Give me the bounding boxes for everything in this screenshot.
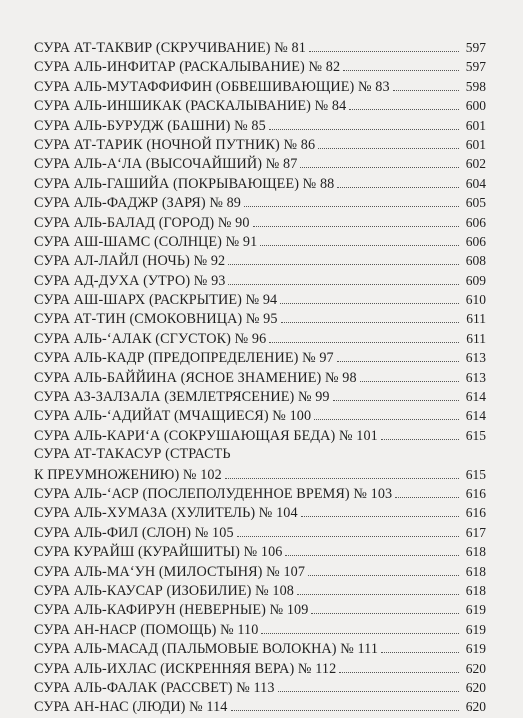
- toc-entry-title: СУРА АЛЬ-ГАШИЙА (ПОКРЫВАЮЩЕЕ) № 88: [34, 175, 335, 192]
- dot-leader: [349, 108, 459, 110]
- toc-entry-page-number: 601: [465, 136, 486, 152]
- toc-entry-title: СУРА АЛЬ-ФАДЖР (ЗАРЯ) № 89: [34, 195, 241, 212]
- dot-leader: [225, 477, 459, 479]
- toc-entry: [34, 697, 486, 716]
- dot-leader: [285, 554, 459, 556]
- toc-entry-page-number: 618: [465, 544, 486, 560]
- toc-entry-title: СУРА АЛЬ-ФИЛ (СЛОН) № 105: [34, 524, 234, 541]
- dot-leader: [333, 399, 459, 401]
- toc-entry-title: К ПРЕУМНОЖЕНИЮ) № 102: [34, 466, 222, 483]
- toc-entry-page-number: 597: [465, 59, 486, 75]
- dot-leader: [237, 535, 459, 537]
- toc-entry-page-number: 615: [465, 466, 486, 482]
- dot-leader: [280, 302, 459, 304]
- toc-entry-title: СУРА АТ-ТАКВИР (СКРУЧИВАНИЕ) № 81: [34, 40, 306, 56]
- toc-entry: [34, 542, 486, 561]
- toc-entry: [34, 57, 486, 76]
- toc-entry-page-number: 613: [465, 350, 486, 366]
- toc-entry-title: СУРА АН-НАС (ЛЮДИ) № 114: [34, 699, 228, 716]
- toc-entry-title: СУРА АЛЬ-КАФИРУН (НЕВЕРНЫЕ) № 109: [34, 602, 309, 619]
- toc-entry-title: СУРА АЛЬ-А‘ЛА (ВЫСОЧАЙШИЙ) № 87: [34, 156, 298, 173]
- toc-entry-page-number: 611: [466, 311, 486, 327]
- dot-leader: [337, 360, 459, 362]
- toc-entry-title: СУРА АШ-ШАРХ (РАСКРЫТИЕ) № 94: [34, 292, 278, 309]
- toc-entry: [34, 465, 486, 484]
- toc-entry-title: СУРА АЛЬ-КАДР (ПРЕДОПРЕДЕЛЕНИЕ) № 97: [34, 350, 334, 367]
- toc-entry: [34, 581, 486, 600]
- toc-entry-page-number: 598: [465, 78, 486, 94]
- toc-entry-title: СУРА АЛЬ-МУТАФФИФИН (ОБВЕШИВАЮЩИЕ) № 83: [34, 78, 390, 95]
- toc-entry-page-number: 619: [465, 641, 486, 657]
- toc-entry: [34, 232, 486, 251]
- toc-entry: [34, 116, 486, 135]
- toc-entry-page-number: 618: [465, 582, 486, 598]
- toc-entry-page-number: 608: [465, 253, 486, 269]
- table-of-contents: [34, 38, 486, 717]
- toc-entry-page-number: 616: [465, 485, 486, 501]
- toc-entry-title: СУРА АЛЬ-БАЛАД (ГОРОД) № 90: [34, 214, 250, 231]
- toc-entry: [34, 426, 486, 445]
- dot-leader: [308, 574, 459, 576]
- toc-entry-title: СУРА АЛЬ-ХУМАЗА (ХУЛИТЕЛЬ) № 104: [34, 505, 298, 522]
- toc-entry-page-number: 613: [465, 369, 486, 385]
- toc-entry-page-number: 619: [465, 621, 486, 637]
- dot-leader: [311, 612, 459, 614]
- dot-leader: [231, 709, 460, 711]
- toc-entry-page-number: 614: [465, 408, 486, 424]
- toc-entry: [34, 271, 486, 290]
- toc-entry: [34, 523, 486, 542]
- toc-entry: [34, 135, 486, 154]
- bleed-through-text: [270, 648, 500, 693]
- toc-entry-page-number: 620: [465, 679, 486, 695]
- toc-entry: [34, 154, 486, 173]
- dot-leader: [228, 283, 459, 285]
- toc-entry-title: СУРА АЗ-ЗАЛЗАЛА (ЗЕМЛЕТРЯСЕНИЕ) № 99: [34, 389, 330, 406]
- toc-entry-page-number: 620: [465, 699, 486, 715]
- dot-leader: [393, 89, 459, 91]
- toc-entry: [34, 38, 486, 57]
- dot-leader: [244, 205, 459, 207]
- toc-entry-title: СУРА АЛЬ-БАЙЙИНА (ЯСНОЕ ЗНАМЕНИЕ) № 98: [34, 369, 357, 386]
- toc-entry: [34, 193, 486, 212]
- dot-leader: [318, 147, 459, 149]
- dot-leader: [301, 515, 459, 517]
- toc-entry-page-number: 618: [465, 563, 486, 579]
- toc-entry: [34, 290, 486, 309]
- toc-entry: [34, 213, 486, 232]
- toc-entry-title: СУРА АЛЬ-КАРИ‘А (СОКРУШАЮЩАЯ БЕДА) № 101: [34, 427, 378, 444]
- toc-entry-title: СУРА АТ-ТАРИК (НОЧНОЙ ПУТНИК) № 86: [34, 136, 316, 153]
- toc-entry-title: СУРА АЛЬ-КАУСАР (ИЗОБИЛИЕ) № 108: [34, 582, 294, 599]
- dot-leader: [314, 418, 459, 420]
- dot-leader: [381, 438, 459, 440]
- toc-entry-page-number: 610: [465, 292, 486, 308]
- toc-entry: [34, 484, 486, 503]
- toc-entry-page-number: 609: [465, 272, 486, 288]
- toc-entry-page-number: 619: [465, 602, 486, 618]
- dot-leader: [343, 69, 459, 71]
- dot-leader: [253, 225, 459, 227]
- toc-entry: [34, 77, 486, 96]
- dot-leader: [337, 186, 459, 188]
- toc-entry-page-number: 601: [465, 117, 486, 133]
- toc-entry-title: СУРА АЛЬ-МАСАД (ПАЛЬМОВЫЕ ВОЛОКНА) № 111: [34, 641, 379, 658]
- toc-entry: [34, 251, 486, 270]
- dot-leader: [269, 128, 459, 130]
- toc-entry-page-number: 606: [465, 233, 486, 249]
- dot-leader: [395, 496, 459, 498]
- toc-entry-page-number: 604: [465, 175, 486, 191]
- toc-entry-page-number: 606: [465, 214, 486, 230]
- toc-entry: [34, 503, 486, 522]
- toc-entry-page-number: 597: [465, 40, 486, 55]
- toc-entry: [34, 368, 486, 387]
- toc-entry: [34, 387, 486, 406]
- toc-entry: [34, 96, 486, 115]
- toc-entry-page-number: 611: [466, 330, 486, 346]
- toc-entry-page-number: 605: [465, 195, 486, 211]
- toc-entry-title: СУРА АЛЬ-‘АЛАК (СГУСТОК) № 96: [34, 330, 267, 347]
- dot-leader: [300, 166, 459, 168]
- toc-entry-title: СУРА АЛЬ-ФАЛАК (РАССВЕТ) № 113: [34, 679, 275, 696]
- toc-entry-title: СУРА АЛ-ЛАЙЛ (НОЧЬ) № 92: [34, 253, 226, 270]
- toc-entry-title: СУРА АЛЬ-ИХЛАС (ИСКРЕННЯЯ ВЕРА) № 112: [34, 660, 337, 677]
- toc-entry: [34, 348, 486, 367]
- toc-entry-title: СУРА АЛЬ-‘АСР (ПОСЛЕПОЛУДЕННОЕ ВРЕМЯ) № 103: [34, 485, 393, 502]
- toc-entry: [34, 406, 486, 425]
- toc-entry: [34, 445, 486, 464]
- toc-entry-page-number: 616: [465, 505, 486, 521]
- toc-entry-title: СУРА АТ-ТИН (СМОКОВНИЦА) № 95: [34, 311, 278, 328]
- toc-entry: [34, 600, 486, 619]
- dot-leader: [260, 244, 459, 246]
- dot-leader: [297, 593, 459, 595]
- toc-entry-page-number: 600: [465, 98, 486, 114]
- toc-entry: [34, 309, 486, 328]
- toc-entry-title: СУРА АЛЬ-‘АДИЙАТ (МЧАЩИЕСЯ) № 100: [34, 408, 312, 425]
- toc-entry-title: СУРА КУРАЙШ (КУРАЙШИТЫ) № 106: [34, 544, 283, 561]
- toc-entry-title: СУРА АЛЬ-ИНФИТАР (РАСКАЛЫВАНИЕ) № 82: [34, 59, 341, 76]
- toc-entry: [34, 174, 486, 193]
- toc-entry-title: СУРА АЛЬ-БУРУДЖ (БАШНИ) № 85: [34, 117, 266, 134]
- toc-entry: [34, 562, 486, 581]
- toc-entry-title: СУРА АД-ДУХА (УТРО) № 93: [34, 272, 226, 289]
- toc-entry: [34, 620, 486, 639]
- dot-leader: [281, 321, 459, 323]
- toc-entry-page-number: 602: [465, 156, 486, 172]
- toc-entry: [34, 329, 486, 348]
- dot-leader: [228, 263, 459, 265]
- dot-leader: [309, 50, 459, 52]
- toc-entry-title: СУРА АН-НАСР (ПОМОЩЬ) № 110: [34, 621, 259, 638]
- toc-entry-page-number: 615: [465, 427, 486, 443]
- toc-entry-page-number: 620: [465, 660, 486, 676]
- toc-entry-title: СУРА АЛЬ-ИНШИКАК (РАСКАЛЫВАНИЕ) № 84: [34, 98, 347, 115]
- toc-entry-page-number: 614: [465, 389, 486, 405]
- toc-entry-title: СУРА АШ-ШАМС (СОЛНЦЕ) № 91: [34, 233, 258, 250]
- toc-entry-title: СУРА АТ-ТАКАСУР (СТРАСТЬ: [34, 446, 231, 463]
- dot-leader: [360, 380, 459, 382]
- toc-entry-title: СУРА АЛЬ-МА‘УН (МИЛОСТЫНЯ) № 107: [34, 563, 306, 580]
- dot-leader: [261, 632, 459, 634]
- dot-leader: [269, 341, 459, 343]
- toc-entry-page-number: 617: [465, 524, 486, 540]
